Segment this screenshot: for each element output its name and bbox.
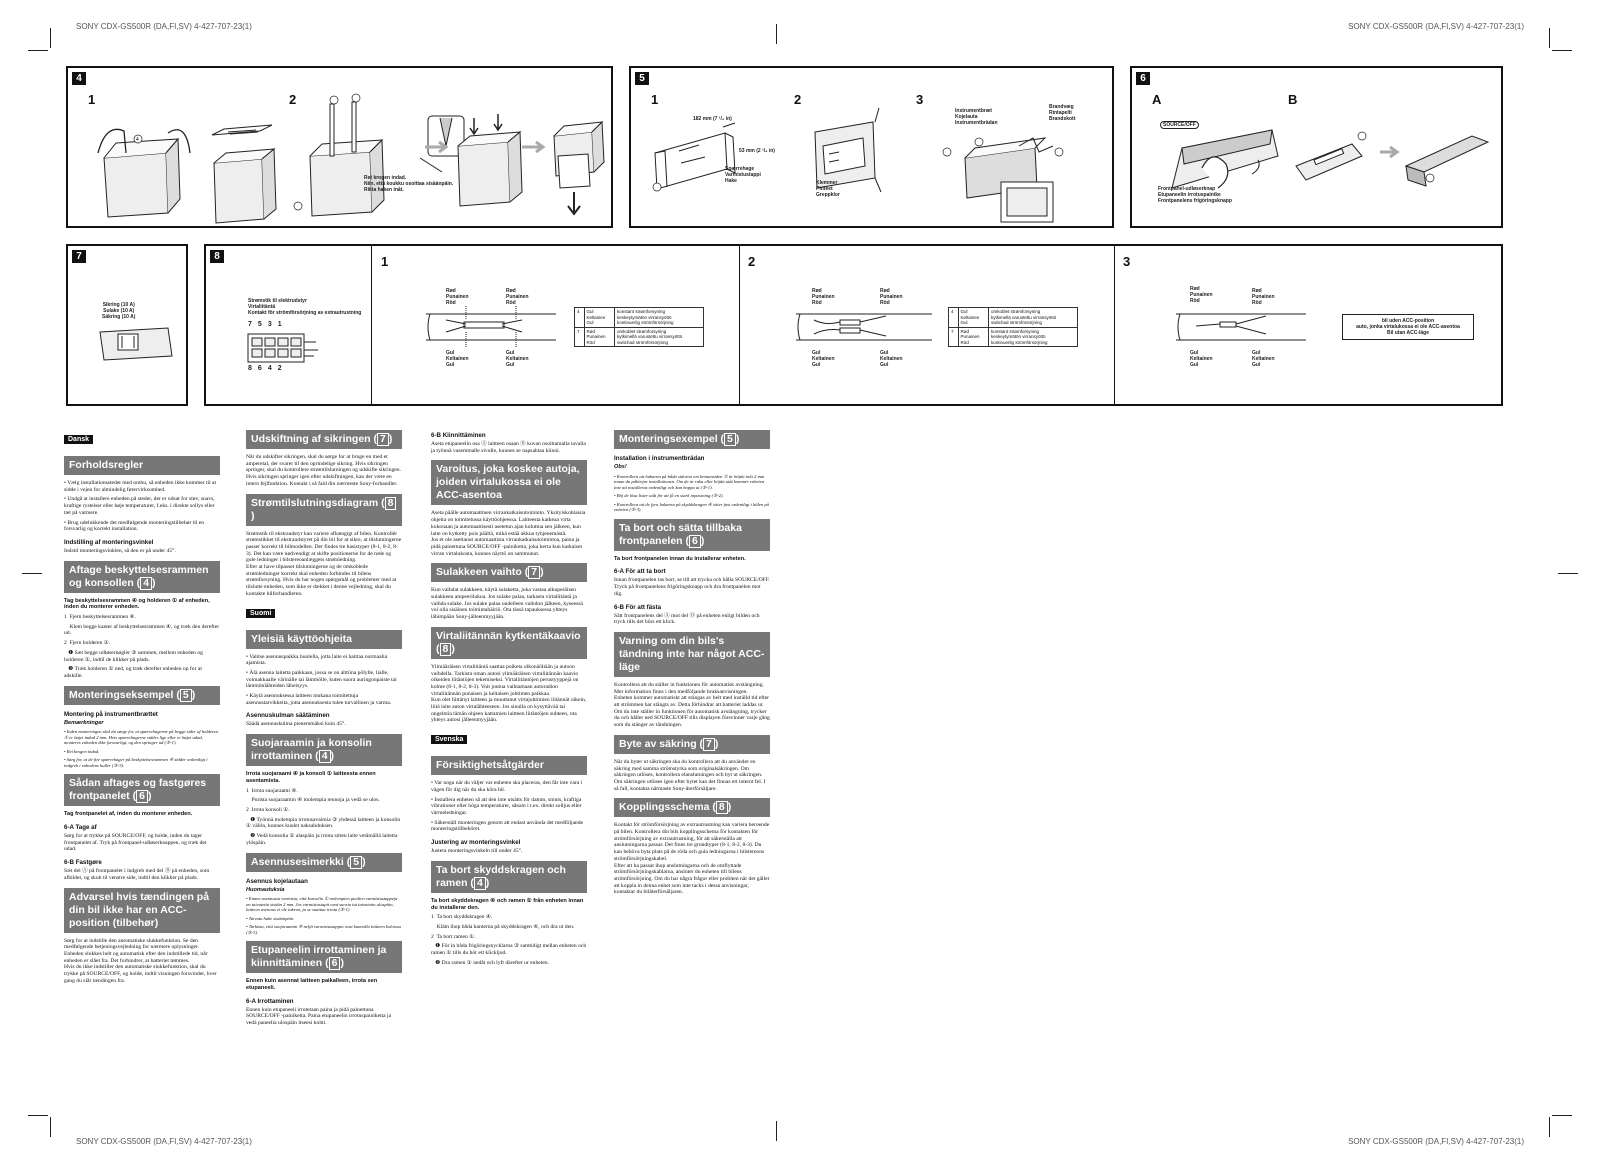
hook-label: Spærrehage Varmistustappi Hake — [725, 166, 761, 184]
section-heading: Strømtilslutningsdiagram ( 8) — [246, 494, 402, 526]
bullet-item: • Undgå at installere enheden på steder, der er udsat for støv, snavs, kraftige rystelser eller høje temperaturer, f.eks. i direkte sollys eller tæt på varmere. — [64, 496, 215, 516]
header-right: SONY CDX-GS500R (DA,FI,SV) 4-427-707-23(1) — [1348, 22, 1524, 31]
red-wire-label: Rød Punainen Röd — [880, 288, 903, 306]
note-text: • Tarkista, että suojaraamin ④ neljä varmistustappia ovat kunnolla laitteen koloissa (⑤-3). — [246, 924, 401, 935]
sub-heading: 6-A För att ta bort — [614, 568, 666, 576]
step-text: ❷ Træk holderen ① ned, og træk derefter enheden op for at adskille. — [64, 666, 204, 679]
fuse-illustration — [98, 322, 178, 362]
body-text: Strømstik til ekstraudstyr kan variere afhængigt af bilen. Kontrollér strømstikket til ekstraudstyret på din bil for at sikre, at tilslutningerne passer korrekt til bilmodellen. Der findes tre basistyper (8-1, 8-2, 8-3). Det kan være nødvendigt at skifte positionerne for de røde og gule ledninger i bilstereoanlæggets strømledning. Efter at have tilpasset tilslutningerne og de omkoblede strømledninger korrekt skal enheden forbindes til bilens strømforsyning. Hvis du har nogen spørgsmål og problemer med at tilslutte enheden, som ikke er dækket i denne vejledning, skal du kontakte bilforhandleren. — [246, 530, 402, 597]
step-text: Purista suojaraamin ④ molempia reunoja ja vedä se ulos. — [246, 797, 380, 804]
section-heading: Virtaliitännän kytkentäkaavio ( 8 ) — [431, 627, 587, 659]
step-label: 1 — [651, 92, 659, 107]
step-text: 1 Fjern beskyttelsesrammen ④. — [64, 614, 136, 621]
step-label: B — [1288, 92, 1298, 107]
figure-panel-8 — [204, 244, 1503, 406]
text-column-4 — [614, 428, 770, 899]
sub-heading: 6-A Irrottaminen — [246, 997, 294, 1005]
bullet-item: • Brug udelukkende det medfølgende monteringstilbehør til en forsvarlig og korrekt installation. — [64, 519, 205, 533]
notes-title: Huomautuksia — [246, 886, 285, 893]
body-text: Sæt del Ⓐ på frontpanelet i indgreb med del Ⓑ på enheden, som afbildet, og skub til venstre side, indtil den klikker på plads. — [64, 868, 210, 881]
bullet-item: • Installera enheten så att den inte utsätts för damm, smuts, kraftiga vibrationer eller höga temperaturer, såsom i t.ex. direkt solljus eller värmeledningar. — [431, 796, 582, 816]
section-heading: Ta bort skyddskragen och ramen ( 4 ) — [431, 861, 587, 893]
bullet-item: • Älä asenna laitetta paikkaan, jossa se on alttiina pölylle, lialle, voimakkaalle värinälle tai lämmölle, kuten suora auringonpaiste tai lämmönlähteiden läheisyys. — [246, 669, 397, 690]
figure-panel-5 — [629, 66, 1114, 228]
red-wire-label: Rød Punainen Röd — [812, 288, 835, 306]
step-text: Kläm ihop båda kanterna på skyddskragen ④, och dra ut den. — [431, 923, 575, 930]
section-heading: Sulakkeen vaihto ( 7 ) — [431, 563, 587, 582]
wiring-diagram-3 — [1176, 306, 1306, 348]
note-text: • Böj de lösa lister utåt för att få en stark inpassning (⑤-2). — [614, 493, 724, 499]
sub-heading: Installation i instrumentbrädan — [614, 455, 705, 462]
section-heading: Udskiftning af sikringen ( 7 ) — [246, 430, 402, 449]
section-heading: Ta bort och sätta tillbaka frontpanelen ( 6 ) — [614, 519, 770, 551]
red-wire-label: Rød Punainen Röd — [1252, 288, 1275, 306]
dashboard-label: Instrumentbræt Kojelauta Instrumentbrädan — [955, 108, 998, 126]
height-dimension: 53 mm (2 ¹/₈ in) — [739, 148, 775, 154]
step-text: ❶ Sæt begge udløsernøgler ③ sammen, mellem enheden og holderen ①, indtil de klikker på plads. — [64, 649, 205, 663]
sub-heading: Indstilling af monteringsvinkel — [64, 538, 154, 546]
source-off-label: SOURCE/OFF — [1160, 121, 1199, 129]
section-heading: Sådan aftages og fastgøres frontpanelet ( 6 ) — [64, 774, 220, 806]
svg-text:4: 4 — [136, 137, 139, 143]
note-text: • Kontrollera att hakarna på båda sidorna om kronansiden ① är böjda inåt 2 mm innan du påbörjar installationen. Om de är raka eller böjda utåt kommer enheten inte att installeras ordentligt och kan hoppa ut (⑤-1). — [614, 473, 765, 490]
bullet-item: • Säkerställ monteringen genom att endast använda det medföljande monteringstillbehöret. — [431, 819, 584, 833]
figure-panel-4 — [66, 66, 613, 228]
body-text: Innan frontpanelen tas bort, se till att trycka och hålla SOURCE/OFF. Tryck på frontpanelens frigöringsknapp och dra frontpanelen mot dig. — [614, 577, 770, 597]
width-dimension: 182 mm (7 ¹/₄ in) — [693, 116, 732, 122]
body-text: Kun vaihdat sulakkeen, käytä sulaketta, joka vastaa alkuperäisen sulakkeen ampeerilukua. Jos sulake palaa, tarkasta virtaliitäntä ja vaihda sulake. Jos sulake palaa uudelleen vaihdon jälkeen, kyseessä voi olla sisäinen toimintahäiriö. Ota tässä tapauksessa yhteys lähimpään Sony-jälleenmyyjään. — [431, 587, 583, 621]
note-text: • Sørg for, at de fire spærrehager på beskyttelsesrammen ④ sidder ordentligt i indgreb i enhedens huller (⑤-3). — [64, 757, 208, 768]
note-text: • Inden monteringen skal du sørge for, at spærrehagerne på begge sider af holderen ① er bøjet indad 2 mm. Hvis spærrehagerne sidder lige eller er bøjet udad, monteres enheden ikke forsvarligt, og den springer ud (⑤-1). — [64, 729, 218, 746]
section-heading: Monteringsexempel ( 5 ) — [614, 430, 770, 449]
text-column-dansk — [64, 428, 220, 988]
section-heading: Asennusesimerkki ( 5 ) — [246, 853, 402, 872]
arrow-right-icon — [423, 141, 453, 153]
fuse-label: Sikring (10 A) Sulake (10 A) Säkring (10 A) — [102, 302, 136, 320]
section-heading: Advarsel hvis tændingen på din bil ikke har en ACC-position (tilbehør) — [64, 888, 220, 933]
release-button-label: Frontpanel-udløserknap Etupaneelin irrotuspainike Frontpanelens frigöringsknapp — [1158, 186, 1232, 204]
lead-text: Ta bort frontpanelen innan du installerar enheten. — [614, 555, 746, 562]
dashboard-install-illustration — [935, 128, 1065, 228]
power-connector-title: Strømstik til elektrudstyr Virtaliitäntä Kontakt för strömförsörjning av extrautrustning — [248, 298, 362, 316]
red-wire-label: Rød Punainen Röd — [1190, 286, 1213, 304]
note-text: • Ret krogen indad. — [64, 748, 100, 754]
step-label: 1 — [88, 92, 96, 107]
sub-heading: 6-B Fastgøre — [64, 859, 102, 867]
language-tag: Suomi — [246, 609, 275, 618]
body-text: Säädä asennuskulma pienemmäksi kuin 45°. — [246, 721, 346, 728]
body-text: Sørg for at trykke på SOURCE/OFF, og holde, inden du tager frontpanelet af. Tryk på frontpanel-udløserknappen, og træk det udad. — [64, 833, 207, 853]
unit-lift-illustration — [548, 116, 612, 226]
step-label: 3 — [916, 92, 924, 107]
body-text: Kontakt för strömförsörjning av extrautrustning kan variera beroende på bilen. Kontrollera din bils kopplingsschema för kontakten för strömförsörjning av extrautrustning, för att säkerställa att anslutningarna passar. Det finns tre grundtyper (8-1, 8-2, 8-3). Du kan behöva byta plats på de röda och gula ledningarna i bilstereons strömförsörjningskabel. Efter att ha passat ihop anslutningarna och de omflyttade strömförsörjningskablarna, ansluter du enheten till bilens strömförsörjning. Om du har några frågor eller problem när det gäller att koppla in denna enhet som inte tacks i dessa anvisningar, kontaktar du bilåterförsäljaren. — [614, 822, 770, 896]
body-text: Sørg for at indstille den automatiske slukkefunktion. Se den medfølgende betjeningsvejledning for nærmere oplysninger. Enheden slukkes helt og automatisk efter den indstillede tid, når enheden er slået fra. Det forhindrer, at batteriet tømmes. Hvis du ikke indstiller den automatiske slukkefunktion, skal du trykke på SOURCE/OFF, og holde, indtil visningen forsvinder, hver gang du slår tændingen fra. — [64, 937, 217, 984]
acc-position-note: bil uden ACC-position auto, jonka virtalukossa ei ole ACC-asentoa Bil utan ACC-läge — [1342, 314, 1474, 340]
notes-title: Obs! — [614, 464, 627, 470]
firewall-label: Brandvæg Rintapelti Brandskott — [1049, 104, 1076, 122]
yellow-wire-label: Gul Keltainen Gul — [446, 350, 469, 368]
pin-numbers-bottom: 8642 — [248, 365, 288, 372]
lead-text: Ta bort skyddskragen ④ och ramen ① från enheten innan du installerar den. — [431, 897, 584, 911]
bullet-item: • Var noga när du väljer var enheten ska placeras, den får inte vara i vägen för dig när du ska köra bil. — [431, 780, 583, 793]
step-text: ❷ Vedä konsolia ① alaspäin ja irrota sitten laite vetämällä laitetta ylöspäin. — [246, 833, 399, 846]
figure-panel-6 — [1130, 66, 1503, 228]
section-heading: Yleisiä käyttöohjeita — [246, 630, 402, 649]
pull-down-bracket-illustration — [454, 106, 534, 226]
body-text: Aseta päälle automaattinen virrankatkaisutoiminto. Yksityiskohtaisia ohjeita on toimitetussa käyttöohjeessa. Laitteesta katkeaa virta kokonaan ja automaattisesti asetetun ajan kuluttua sen jälkeen, kun laite on kytketty pois päältä, mikä estää akkua tyhjenemästä. Jos et ole asettanut automaattista virrankatkaisutoimintoa, paina ja pidä painettuna SOURCE/OFF -painiketta, joka kerta kun katkaiset virran virtalukosta, kunnes näyttö on sammunut. — [431, 510, 586, 557]
frame-lifted-illustration — [210, 123, 290, 223]
red-wire-label: Rød Punainen Röd — [446, 288, 469, 306]
language-tag: Dansk — [64, 435, 93, 444]
body-text: Sätt frontpanelens del Ⓐ mot del Ⓑ på enheten enligt bilden och tryck tills det hörs ett klick. — [614, 612, 760, 626]
footer-right: SONY CDX-GS500R (DA,FI,SV) 4-427-707-23(1) — [1348, 1137, 1524, 1146]
lead-text: Ennen kuin asennat laitteen paikalleen, irrota sen etupaneeli. — [246, 978, 378, 991]
body-text: Når du udskifter sikringen, skal du sørge for at bruge en med et amperetal, der svarer til den oprindelige sikring. Hvis sikringen springer, skal du kontrollere strømtilslutningen og udskifte sikringen. Hvis sikringen springer igen efter udskiftningen, kan der være en intern fejlfunktion. Kontakt i så fald din nærmeste Sony-forhandler. — [246, 454, 401, 487]
notes-title: Bemærkninger — [64, 719, 104, 726]
section-heading: Aftage beskyttelsesrammen og konsollen ( 4 ) — [64, 561, 220, 593]
step-text: ❶ För in båda frigöringsnycklarna ③ samtidigt mellan enheten och ramen ① tills du hör ett klickljud. — [431, 943, 588, 957]
panel-number: 5 — [635, 72, 649, 85]
section-heading: Varoitus, joka koskee autoja, joiden virtalukossa ei ole ACC-asentoa — [431, 460, 587, 505]
step-text: ❷ Dra ramen ① nedåt och lyft därefter ur enheten. — [431, 959, 549, 966]
hook-note: Ret krogen indad. Niin, että koukku osoittaa sisäänpäin. Rikta haken inåt. — [364, 175, 454, 193]
wiring-diagram-2 — [796, 306, 932, 348]
yellow-wire-label: Gul Keltainen Gul — [880, 350, 903, 368]
step-text: 2 Fjern holderen ①. — [64, 640, 111, 647]
figure-panel-7 — [66, 244, 188, 406]
panel-number: 4 — [72, 72, 86, 85]
step-text: ❶ Työnnä molempia irrotusavaimia ③ yhdessä laitteen ja konsolin ① väliin, kunnes kuulet naksahduksen. — [246, 816, 402, 830]
section-heading: Försiktighetsåtgärder — [431, 756, 587, 775]
sub-heading: 6-B Kiinnittäminen — [431, 432, 486, 439]
step-label: A — [1152, 92, 1162, 107]
lead-text: Tag frontpanelet af, inden du monterer enheden. — [64, 811, 193, 818]
note-text: • Kontrollera att de fyra hakarna på skyddskragen ④ sitter fast ordentligt i hålen på enheten (⑤-3). — [614, 501, 769, 513]
section-heading: Monteringseksempel ( 5 ) — [64, 686, 220, 705]
body-text: Indstil monteringsvinklen, så den er på under 45°. — [64, 547, 176, 554]
sub-heading: Justering av monteringsvinkel — [431, 839, 521, 847]
step-text: 1 Irrota suojaraami ④. — [246, 787, 298, 794]
section-heading: Suojaraamin ja konsolin irrottaminen ( 4 ) — [246, 734, 402, 766]
footer-left: SONY CDX-GS500R (DA,FI,SV) 4-427-707-23(1) — [76, 1137, 252, 1146]
text-column-3 — [431, 428, 587, 969]
step-text: 2 Ta bort ramen ①. — [431, 933, 476, 940]
body-text: Aseta etupaneelin osa Ⓐ laitteen osaan Ⓑ kuvan osoittamalla tavalla ja työnnä vasemmalle sivulle, kunnes se napsahtaa kiinni. — [431, 441, 586, 454]
header-left: SONY CDX-GS500R (DA,FI,SV) 4-427-707-23(1) — [76, 22, 252, 31]
text-column-2 — [246, 428, 402, 1030]
step-label: 3 — [1123, 254, 1131, 269]
yellow-wire-label: Gul Keltainen Gul — [1190, 350, 1213, 368]
connection-table-1: 4 Gul Keltainen Gul konstant strømforsyning keskeytymätön virransyöttö kontinuerlig strömförsörjning 7 Rød Punainen Röd omkoblet strømforsyning kytkimellä varustettu virransyöttö switchad strömförsörjning — [574, 307, 704, 347]
section-heading: Kopplingsschema ( 8 ) — [614, 798, 770, 817]
step-text: 2 Irrota konsoli ①. — [246, 806, 290, 813]
attach-faceplate-illustration — [1292, 126, 1492, 196]
body-text: Kontrollera att du ställer in funktionen för automatisk avstängning. Mer information finns i den medföljande bruksanvisningen. Enheten kommer automatiskt att stängas av helt med inställd tid efter att strömmen har stängts av. Detta förhindrar att batteriet laddas ur. Om du inte ställer in funktionen för automatisk avstängning, trycker du och håller ned SOURCE/OFF tills displayen försvinner varje gång som du stänger av tändningen. — [614, 681, 770, 729]
step-label: 2 — [289, 92, 297, 107]
step-label: 2 — [794, 92, 802, 107]
bullet-item: • Käytä asennuksessa laitteen mukana toimitettuja asennustarvikkeita, jotta asennuksesta tulee turvallinen ja varma. — [246, 693, 392, 706]
panel-number: 7 — [72, 250, 86, 263]
arrow-right-icon — [520, 141, 550, 153]
yellow-wire-label: Gul Keltainen Gul — [506, 350, 529, 368]
yellow-wire-label: Gul Keltainen Gul — [812, 350, 835, 368]
sub-heading: Montering på instrumentbrættet — [64, 710, 158, 718]
red-wire-label: Rød Punainen Röd — [506, 288, 529, 306]
panel-number: 8 — [210, 250, 224, 263]
section-heading: Forholdsregler — [64, 456, 220, 475]
note-text: • Ennen asennusta varmista, että konsolin ① molempien puolien varmistustappeja on taivutettu sisään 2 mm. Jos varmistustapit ovat suoria tai taivutettu ulospäin, laitteen asennus ei ole tukeva, ja se saattaa irrota (⑤-1). — [246, 896, 398, 913]
pin-numbers-top: 7531 — [248, 321, 288, 328]
power-connector-illustration — [246, 332, 326, 364]
lead-text: Tag beskyttelsesrammen ④ og holderen ① af enheden, inden du monterer enheden. — [64, 597, 210, 611]
body-text: Justera monteringsvinkeln till under 45°. — [431, 848, 523, 855]
wiring-diagram-1 — [426, 306, 556, 348]
body-text: Ennen kuin etupaneeli irrotetaan paina ja pidä painettuna SOURCE/OFF -painiketta. Paina etupaneelin irrotuspainiketta ja vedä paneelia ulospäin itseesi kohti. — [246, 1006, 392, 1027]
step-label: 1 — [381, 254, 389, 269]
bullet-item: • Vælg installationsstedet med omhu, så enheden ikke kommer til at sidde i vejen for almindelig førervirksomhed. — [64, 480, 217, 493]
section-heading: Varning om din bils's tändning inte har något ACC-läge — [614, 632, 770, 677]
yellow-wire-label: Gul Keltainen Gul — [1252, 350, 1275, 368]
sub-heading: Asennus kojelautaan — [246, 877, 308, 885]
section-heading: Byte av säkring ( 7 ) — [614, 735, 770, 754]
sub-heading: Asennuskulman säätäminen — [246, 712, 330, 720]
sub-heading: 6-A Tage af — [64, 824, 97, 832]
lead-text: Irrota suojaraami ④ ja konsoli ① laitteesta ennen asentamista. — [246, 771, 376, 784]
step-label: 2 — [748, 254, 756, 269]
panel-number: 6 — [1136, 72, 1150, 85]
section-heading: Etupaneelin irrottaminen ja kiinnittäminen ( 6 ) — [246, 941, 402, 973]
body-text: Ylimääräisen virtaliitäntä saattaa poiketa ulkonäöltään ja autoon vaihdella. Tarkista oman autosi ylimääräisen virtaliitännän kaavio oikeiden liitäntöjen tekemiseksi. Virtaliitäntöjen perustyyppejä on kolme (8-1, 8-2, 8-3). Voit joutua vaihtamaan autoradion virtaliitännän punaisen ja keltaisen johtimen paikkaa. Kun olet liittänyt laitteen ja muuttanut virtajohtimien liitännät oikein, liitä laite auton virtalähteeseen. Jos sinulla on kysyttävää tai ongelmia tämän ohjeen kattamien laitteen liitäntöjen suhteen, ota yhteys autosi jälleenmyyjään. — [431, 663, 587, 724]
bullet-item: • Valitse asennuspaikka huolella, jotta laite ei haittaa normaalia ajamista. — [246, 653, 388, 667]
language-tag: Svenska — [431, 735, 467, 744]
release-keys-illustration — [290, 96, 470, 226]
sub-heading: 6-B För att fästa — [614, 603, 662, 611]
step-text: Klem begge kanter af beskyttelsesrammen ④, og træk den derefter ud. — [64, 623, 221, 637]
step-text: 1 Ta bort skyddskragen ④. — [431, 914, 493, 921]
note-text: • Taivuta hake sisäänpäin. — [246, 915, 295, 921]
connection-table-2: 4 Gul Keltainen Gul omkoblet strømforsyning kytkimellä varustettu virransyöttö switchad strömförsörjning 7 Rød Punainen Röd konstant strømforsyning keskeytymätön virransyöttö kontinuerlig strömförsörjning — [948, 307, 1078, 347]
body-text: När du byter ut säkringen ska du kontrollera att du använder en säkring med samma strömstyrka som originalsäkringen. Om säkringen utlöses, kontrollera elanslutningen och byt ut säkringen. Om säkringen utlöses igen efter bytet kan det finnas ett internt fel. I så fall, kontakta närmaste Sony-återförsäljare. — [614, 758, 766, 792]
claws-label: Klemmer Pinteet Greppklor — [816, 180, 840, 198]
